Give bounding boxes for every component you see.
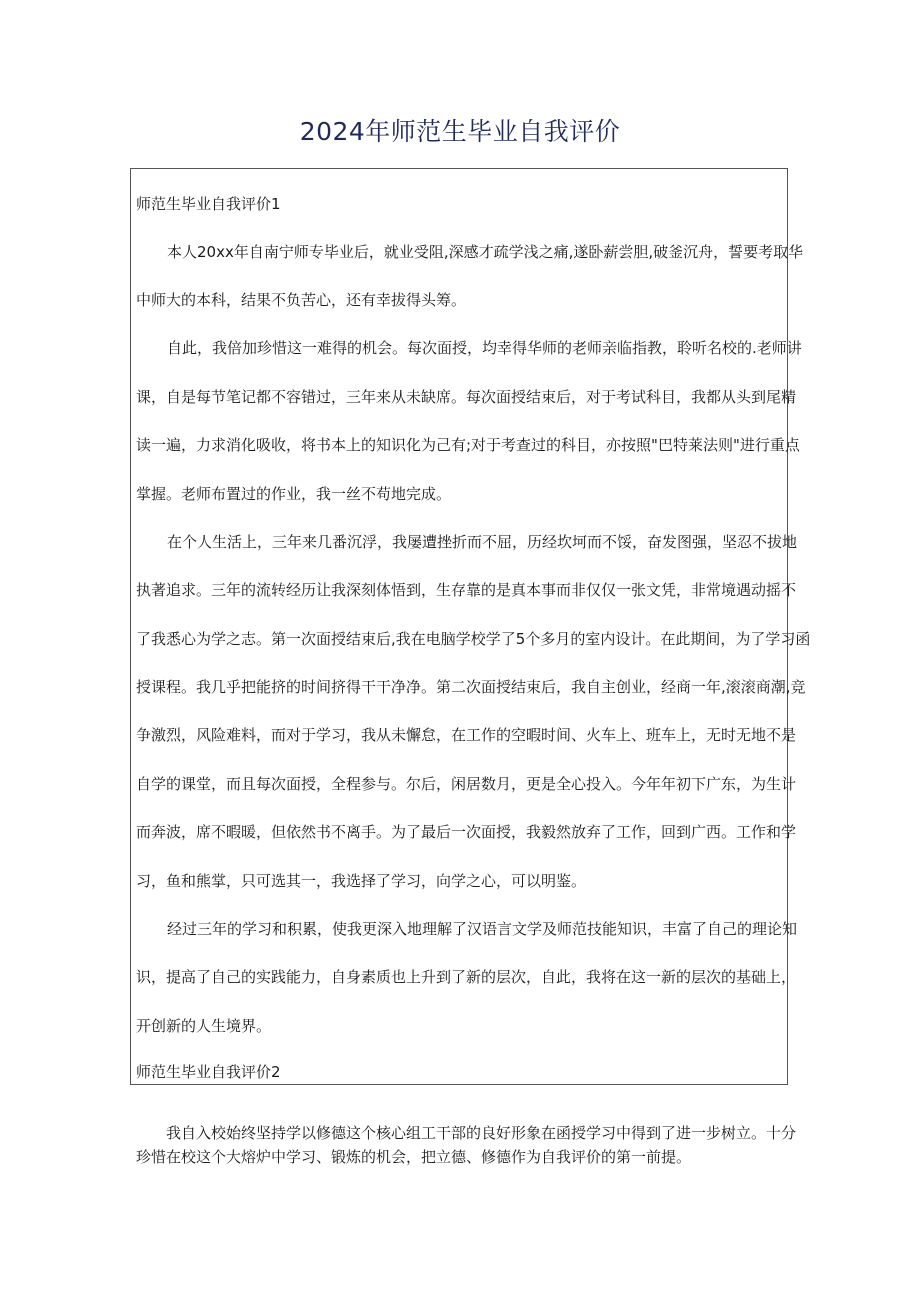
paragraph-3-line: 而奔波，席不暇暖，但依然书不离手。为了最后一次面授，我毅然放弃了工作，回到广西。工作和学 xyxy=(136,823,797,841)
paragraph-4-line: 开创新的人生境界。 xyxy=(136,1017,272,1035)
paragraph-3-line: 执著追求。三年的流转经历让我深刻体悟到，生存靠的是真本事而非仅仅一张文凭，非常境遇动摇不 xyxy=(136,581,797,599)
paragraph-2-line: 课，自是每节笔记都不容错过，三年来从未缺席。每次面授结束后，对于考试科目，我都从头到尾精 xyxy=(136,388,797,406)
paragraph-2-line: 掌握。老师布置过的作业，我一丝不苟地完成。 xyxy=(136,485,452,503)
paragraph-1-line: 中师大的本科，结果不负苦心，还有幸拔得头筹。 xyxy=(136,291,467,309)
paragraph-2-line: 读一遍，力求消化吸收，将书本上的知识化为己有;对于考查过的科目，亦按照"巴特莱法则"进行重点 xyxy=(136,436,800,454)
paragraph-2-line: 自此，我倍加珍惜这一难得的机会。每次面授，均幸得华师的老师亲临指教，聆听名校的.老师讲 xyxy=(167,339,802,357)
document-title: 2024年师范生毕业自我评价 xyxy=(299,117,621,146)
paragraph-1-line: 本人20xx年自南宁师专毕业后，就业受阻,深感才疏学浅之痛,遂卧薪尝胆,破釜沉舟，誓要考取华 xyxy=(167,243,804,261)
paragraph-5-line: 我自入校始终坚持学以修德这个核心组工干部的良好形象在函授学习中得到了进一步树立。十分 xyxy=(166,1124,797,1142)
paragraph-3-line: 在个人生活上，三年来几番沉浮，我屡遭挫折而不屈，历经坎坷而不馁，奋发图强，坚忍不拔地 xyxy=(167,533,798,551)
paragraph-3-line: 习，鱼和熊掌，只可选其一，我选择了学习，向学之心，可以明鉴。 xyxy=(136,872,587,890)
section-heading-1: 师范生毕业自我评价1 xyxy=(136,195,281,213)
content-frame xyxy=(130,168,811,1085)
paragraph-4-line: 经过三年的学习和积累，使我更深入地理解了汉语言文学及师范技能知识，丰富了自己的理论知 xyxy=(167,920,798,938)
paragraph-3-line: 自学的课堂，而且每次面授，全程参与。尔后，闲居数月，更是全心投入。今年年初下广东，为生计 xyxy=(136,775,797,793)
paragraph-3-line: 授课程。我几乎把能挤的时间挤得干干净净。第二次面授结束后，我自主创业，经商一年,滚滚商潮,竞 xyxy=(136,678,806,696)
paragraph-3-line: 了我悉心为学之志。第一次面授结束后,我在电脑学校学了5个多月的室内设计。在此期间，为了学习函 xyxy=(136,630,811,648)
section-heading-2: 师范生毕业自我评价2 xyxy=(136,1063,281,1081)
paragraph-3-line: 争激烈，风险难料，而对于学习，我从未懈怠，在工作的空暇时间、火车上、班车上，无时无地不是 xyxy=(136,726,797,744)
paragraph-4-line: 识，提高了自己的实践能力，自身素质也上升到了新的层次，自此，我将在这一新的层次的基础上， xyxy=(136,968,797,986)
paragraph-5-line: 珍惜在校这个大熔炉中学习、锻炼的机会，把立德、修德作为自我评价的第一前提。 xyxy=(136,1148,692,1166)
